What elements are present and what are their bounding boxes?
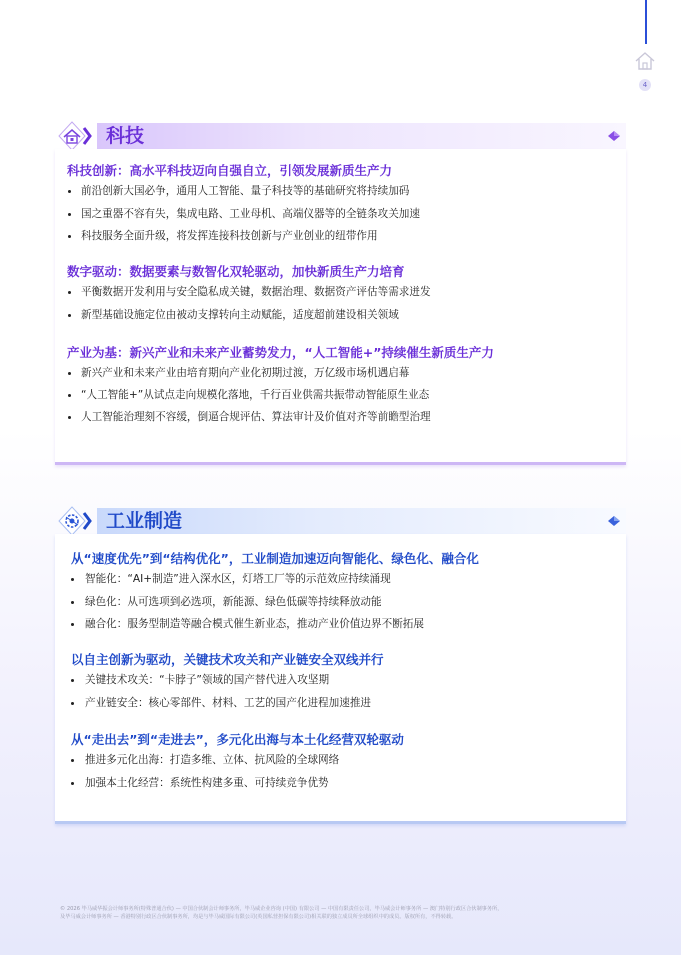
footer-copyright [60, 905, 625, 921]
section-title: 工业制造 [106, 510, 183, 532]
bullet-list [55, 366, 626, 424]
bullet-list [55, 753, 626, 790]
list-item: 科技服务全面升级，将发挥连接科技创新与产业创业的纽带作用 [55, 229, 626, 243]
section-technology [55, 123, 626, 465]
footer-line: 及毕马威会计师事务所 — 香港特别行政区合伙制事务所，均是与毕马威国际有限公司(英国私营担保有限公司)相关联的独立成员所全球组织中的成员。版权所有，不得转载。 [60, 914, 457, 920]
footer-line: © 2026 毕马威华振会计师事务所(特殊普通合伙) — 中国合伙制会计师事务所，毕马威企业咨询 (中国) 有限公司 — 中国有限责任公司，毕马威会计师事务所 — 澳门特别行政区合伙制事务所， [60, 906, 503, 912]
top-accent-line [645, 0, 647, 44]
list-item: 新型基础设施定位由被动支撑转向主动赋能，适度超前建设相关领域 [55, 308, 626, 322]
section-body [55, 149, 626, 465]
group-heading: 从“速度优先”到“结构优化”，工业制造加速迈向智能化、绿色化、融合化 [71, 551, 479, 566]
tech-emblem-icon [55, 120, 97, 152]
home-icon[interactable] [634, 51, 656, 71]
list-item: 前沿创新大国必争，通用人工智能、量子科技等的基础研究将持续加码 [55, 184, 626, 198]
section-title: 科技 [106, 125, 145, 147]
gem-icon [608, 516, 620, 526]
page-number: 4 [639, 79, 651, 91]
list-item: 智能化：“AI+制造”进入深水区，灯塔工厂等的示范效应持续涌现 [55, 572, 626, 586]
industry-emblem-icon [55, 505, 97, 537]
list-item: 推进多元化出海：打造多维、立体、抗风险的全球网络 [55, 753, 626, 767]
bullet-list [55, 673, 626, 710]
group-heading: 以自主创新为驱动，关键技术攻关和产业链安全双线并行 [71, 652, 384, 667]
list-item: “人工智能+”从试点走向规模化落地，千行百业供需共振带动智能原生业态 [55, 388, 626, 402]
group-heading: 产业为基：新兴产业和未来产业蓄势发力，“人工智能+”持续催生新质生产力 [67, 345, 494, 360]
list-item: 新兴产业和未来产业由培育期向产业化初期过渡，万亿级市场机遇启幕 [55, 366, 626, 380]
list-item: 关键技术攻关：“卡脖子”领域的国产替代进入攻坚期 [55, 673, 626, 687]
bullet-list [55, 285, 626, 322]
list-item: 产业链安全：核心零部件、材料、工艺的国产化进程加速推进 [55, 696, 626, 710]
list-item: 国之重器不容有失，集成电路、工业母机、高端仪器等的全链条攻关加速 [55, 207, 626, 221]
group-heading: 数字驱动：数据要素与数智化双轮驱动，加快新质生产力培育 [67, 264, 405, 279]
section-header [55, 508, 626, 534]
group-heading: 从“走出去”到“走进去”，多元化出海与本土化经营双轮驱动 [71, 732, 404, 747]
gem-icon [608, 131, 620, 141]
list-item: 融合化：服务型制造等融合模式催生新业态，推动产业价值边界不断拓展 [55, 617, 626, 631]
list-item: 人工智能治理刻不容缓，倒逼合规评估、算法审计及价值对齐等前瞻型治理 [55, 410, 626, 424]
list-item: 绿色化：从可选项到必选项，新能源、绿色低碳等持续释放动能 [55, 595, 626, 609]
list-item: 平衡数据开发利用与安全隐私成关键，数据治理、数据资产评估等需求迸发 [55, 285, 626, 299]
section-industrial-manufacturing [55, 508, 626, 824]
bullet-list [55, 572, 626, 631]
section-header [55, 123, 626, 149]
bullet-list [55, 184, 626, 243]
group-heading: 科技创新：高水平科技迈向自强自立，引领发展新质生产力 [67, 163, 393, 178]
section-body [55, 534, 626, 824]
list-item: 加强本土化经营：系统性构建多重、可持续竞争优势 [55, 776, 626, 790]
